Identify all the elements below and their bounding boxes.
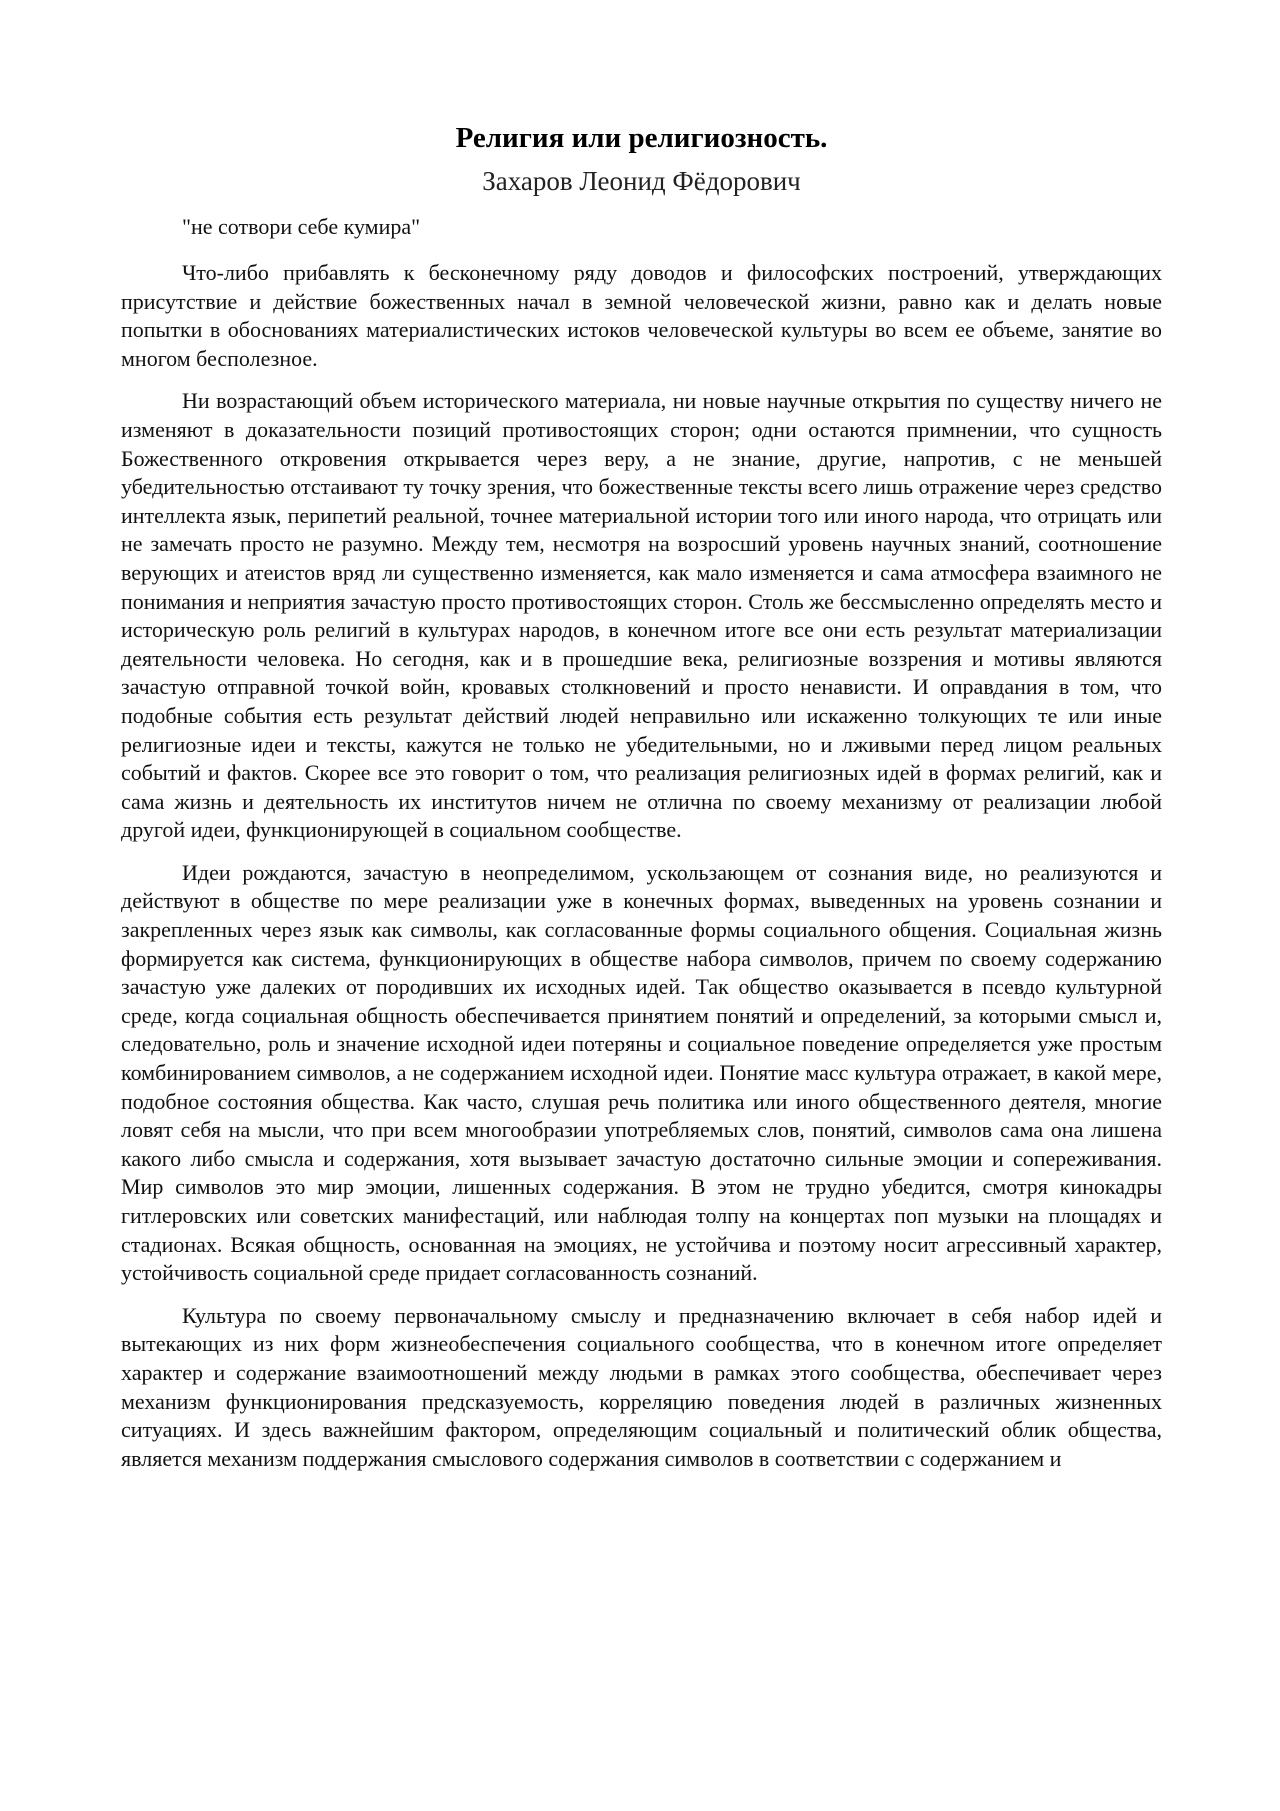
paragraph: Что-либо прибавлять к бесконечному ряду доводов и философских построений, утверждающих присутствие и действие божественных начал в земной человеческой жизни, равно как и делать новые попытки в обоснованиях материалистических истоков человеческой культуры во всем ее объеме, занятие во многом бесполезное. xyxy=(121,260,1162,371)
epigraph: "не сотвори себе кумира" xyxy=(182,214,421,239)
paragraph: Культура по своему первоначальному смыслу и предназначению включает в себя набор идей и вытекающих из них форм жизнеобеспечения социального сообщества, что в конечном итоге определяет характер и содержание взаимоотношений между людьми в рамках этого сообщества, обеспечивает через механизм функционирования предсказуемость, корреляцию поведения людей в различных жизненных ситуациях. И здесь важнейшим фактором, определяющим социальный и политический облик общества, является механизм поддержания смыслового содержания символов в соответствии с содержанием и xyxy=(121,1302,1162,1471)
paragraph: Ни возрастающий объем исторического материала, ни новые научные открытия по существу ничего не изменяют в доказательности позиций противостоящих сторон; одни остаются примнении, что сущность Божественного откровения открывается через веру, а не знание, другие, напротив, с не меньшей убедительностью отстаивают ту точку зрения, что божественные тексты всего лишь отражение через средство интеллекта язык, перипетий реальной, точнее материальной истории того или иного народа, что отрицать или не замечать просто не разумно. Между тем, несмотря на возросший уровень научных знаний, соотношение верующих и атеистов вряд ли существенно изменяется, как мало изменяется и сама атмосфера взаимного не понимания и неприятия зачастую просто противостоящих сторон. Столь же бессмысленно определять место и историческую роль религий в культурах народов, в конечном итоге все они есть результат материализации деятельности человека. Но сегодня, как и в прошедшие века, религиозные воззрения и мотивы являются зачастую отправной точкой войн, кровавых столкновений и просто ненависти. И оправдания в том, что подобные события есть результат действий людей неправильно или искаженно толкующих те или иные религиозные идеи и тексты, кажутся не только не убедительными, но и лживыми перед лицом реальных событий и фактов. Скорее все это говорит о том, что реализация религиозных идей в формах религий, как и сама жизнь и деятельность их институтов ничем не отлична по своему механизму от реализации любой другой идеи, функционирующей в социальном сообществе. xyxy=(121,388,1162,843)
paragraph: Идеи рождаются, зачастую в неопределимом, ускользающем от сознания виде, но реализуются и действуют в обществе по мере реализации уже в конечных формах, выведенных на уровень сознании и закрепленных через язык как символы, как согласованные формы социального общения. Социальная жизнь формируется как система, функционирующих в обществе набора символов, причем по своему содержанию зачастую уже далеких от породивших их исходных идей. Так общество оказывается в псевдо культурной среде, когда социальная общность обеспечивается принятием понятий и определений, за которыми смысл и, следовательно, роль и значение исходной идеи потеряны и социальное поведение определяется уже простым комбинированием символов, а не содержанием исходной идеи. Понятие масс культура отражает, в какой мере, подобное состояния общества. Как часто, слушая речь политика или иного общественного деятеля, многие ловят себя на мысли, что при всем многообразии употребляемых слов, понятий, символов сама она лишена какого либо смысла и содержания, хотя вызывает зачастую достаточно сильные эмоции и сопереживания. Мир символов это мир эмоции, лишенных содержания. В этом не трудно убедится, смотря кинокадры гитлеровских или советских манифестаций, или наблюдая толпу на концертах поп музыки на площадях и стадионах. Всякая общность, основанная на эмоциях, не устойчива и поэтому носит агрессивный характер, устойчивость социальной среде придает согласованность сознаний. xyxy=(121,859,1162,1286)
document-title: Религия или религиозность. xyxy=(455,122,828,154)
author-name: Захаров Леонид Фёдорович xyxy=(482,166,801,196)
document-page xyxy=(121,118,1162,1473)
